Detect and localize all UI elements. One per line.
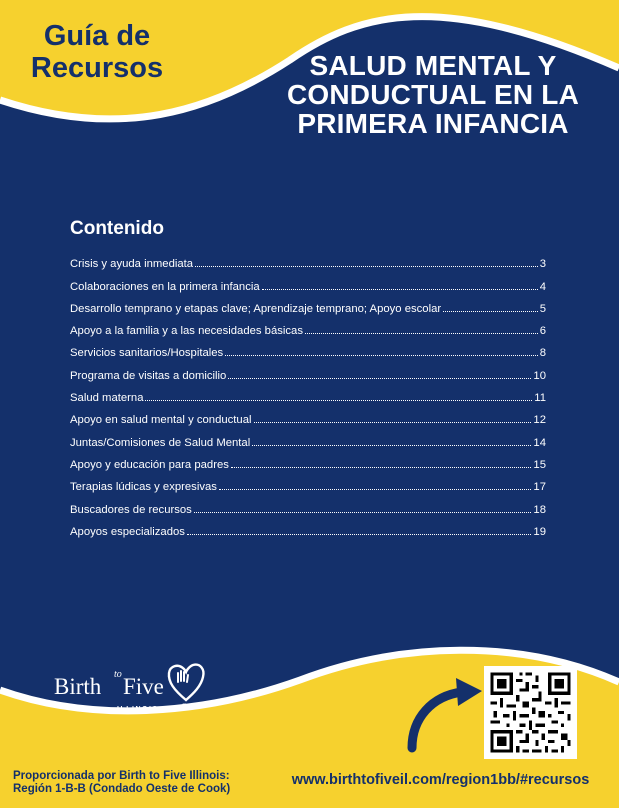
toc-item-label: Apoyo y educación para padres bbox=[70, 458, 229, 471]
toc-leader-dots bbox=[231, 467, 532, 468]
toc-item-label: Crisis y ayuda inmediata bbox=[70, 258, 194, 271]
toc-item[interactable] bbox=[70, 359, 546, 381]
toc-leader-dots bbox=[225, 355, 538, 356]
toc-item-page: 17 bbox=[533, 481, 546, 494]
toc-leader-dots bbox=[254, 422, 532, 423]
toc-item[interactable] bbox=[70, 493, 546, 515]
toc-item[interactable] bbox=[70, 270, 546, 292]
toc-item-page: 14 bbox=[533, 436, 546, 449]
toc-leader-dots bbox=[262, 289, 538, 290]
toc-item-label: Salud materna bbox=[70, 392, 144, 405]
toc-item-label: Colaboraciones en la primera infancia bbox=[70, 280, 260, 293]
curved-arrow-icon bbox=[404, 674, 486, 754]
toc-item-page: 4 bbox=[539, 280, 546, 293]
toc-item-label: Terapias lúdicas y expresivas bbox=[70, 481, 217, 494]
logo-registered-mark: ® bbox=[182, 704, 187, 710]
toc-item-page: 10 bbox=[533, 369, 546, 382]
toc-item[interactable] bbox=[70, 471, 546, 493]
toc-item-page: 5 bbox=[539, 302, 546, 315]
toc-item[interactable] bbox=[70, 293, 546, 315]
toc-item-page: 12 bbox=[533, 414, 546, 427]
main-title: SALUD MENTAL Y CONDUCTUAL EN LA PRIMERA INFANCIA bbox=[286, 50, 579, 139]
toc-leader-dots bbox=[228, 378, 531, 379]
logo-five-text: Five bbox=[123, 674, 164, 699]
toc-item[interactable] bbox=[70, 449, 546, 471]
toc-leader-dots bbox=[219, 489, 531, 490]
toc-item-page: 6 bbox=[539, 325, 546, 338]
toc-leader-dots bbox=[194, 512, 532, 513]
website-url[interactable]: www.birthtofiveil.com/region1bb/#recursos bbox=[291, 772, 590, 788]
toc-item[interactable] bbox=[70, 382, 546, 404]
toc-list bbox=[70, 248, 546, 538]
toc-item-label: Servicios sanitarios/Hospitales bbox=[70, 347, 224, 360]
logo-state-text: ILLINOIS bbox=[117, 706, 159, 713]
birth-to-five-logo bbox=[54, 660, 214, 720]
heart-hands-icon bbox=[166, 660, 206, 704]
toc-leader-dots bbox=[145, 400, 532, 401]
toc-item-page: 3 bbox=[539, 258, 546, 271]
table-of-contents bbox=[70, 218, 546, 538]
toc-leader-dots bbox=[187, 534, 532, 535]
provided-by-text: Proporcionada por Birth to Five Illinois: Región 1-B-B (Condado Oeste de Cook) bbox=[13, 770, 231, 795]
toc-item-page: 19 bbox=[533, 525, 546, 538]
toc-item-label: Buscadores de recursos bbox=[70, 503, 192, 516]
qr-code-icon[interactable] bbox=[484, 666, 577, 759]
toc-item[interactable] bbox=[70, 404, 546, 426]
toc-leader-dots bbox=[443, 311, 538, 312]
toc-item-label: Apoyos especializados bbox=[70, 525, 185, 538]
toc-item-label: Programa de visitas a domicilio bbox=[70, 369, 227, 382]
toc-heading: Contenido bbox=[70, 218, 164, 239]
toc-leader-dots bbox=[252, 445, 531, 446]
toc-item[interactable] bbox=[70, 315, 546, 337]
toc-leader-dots bbox=[195, 266, 538, 267]
toc-item[interactable] bbox=[70, 516, 546, 538]
toc-leader-dots bbox=[305, 333, 538, 334]
toc-item-page: 11 bbox=[534, 392, 546, 405]
toc-item-page: 18 bbox=[533, 503, 546, 516]
toc-item[interactable] bbox=[70, 426, 546, 448]
toc-item-page: 15 bbox=[533, 458, 546, 471]
toc-item[interactable] bbox=[70, 248, 546, 270]
logo-birth-text: Birth bbox=[54, 674, 102, 699]
toc-item-label: Desarrollo temprano y etapas clave; Aprendizaje temprano; Apoyo escolar bbox=[70, 302, 442, 315]
toc-item-label: Apoyo a la familia y a las necesidades básicas bbox=[70, 325, 303, 338]
toc-item-label: Apoyo en salud mental y conductual bbox=[70, 414, 252, 427]
logo-to-text: to bbox=[114, 669, 122, 680]
guide-title: Guía de Recursos bbox=[30, 20, 164, 84]
toc-item-label: Juntas/Comisiones de Salud Mental bbox=[70, 436, 251, 449]
toc-item[interactable] bbox=[70, 337, 546, 359]
toc-item-page: 8 bbox=[539, 347, 546, 360]
